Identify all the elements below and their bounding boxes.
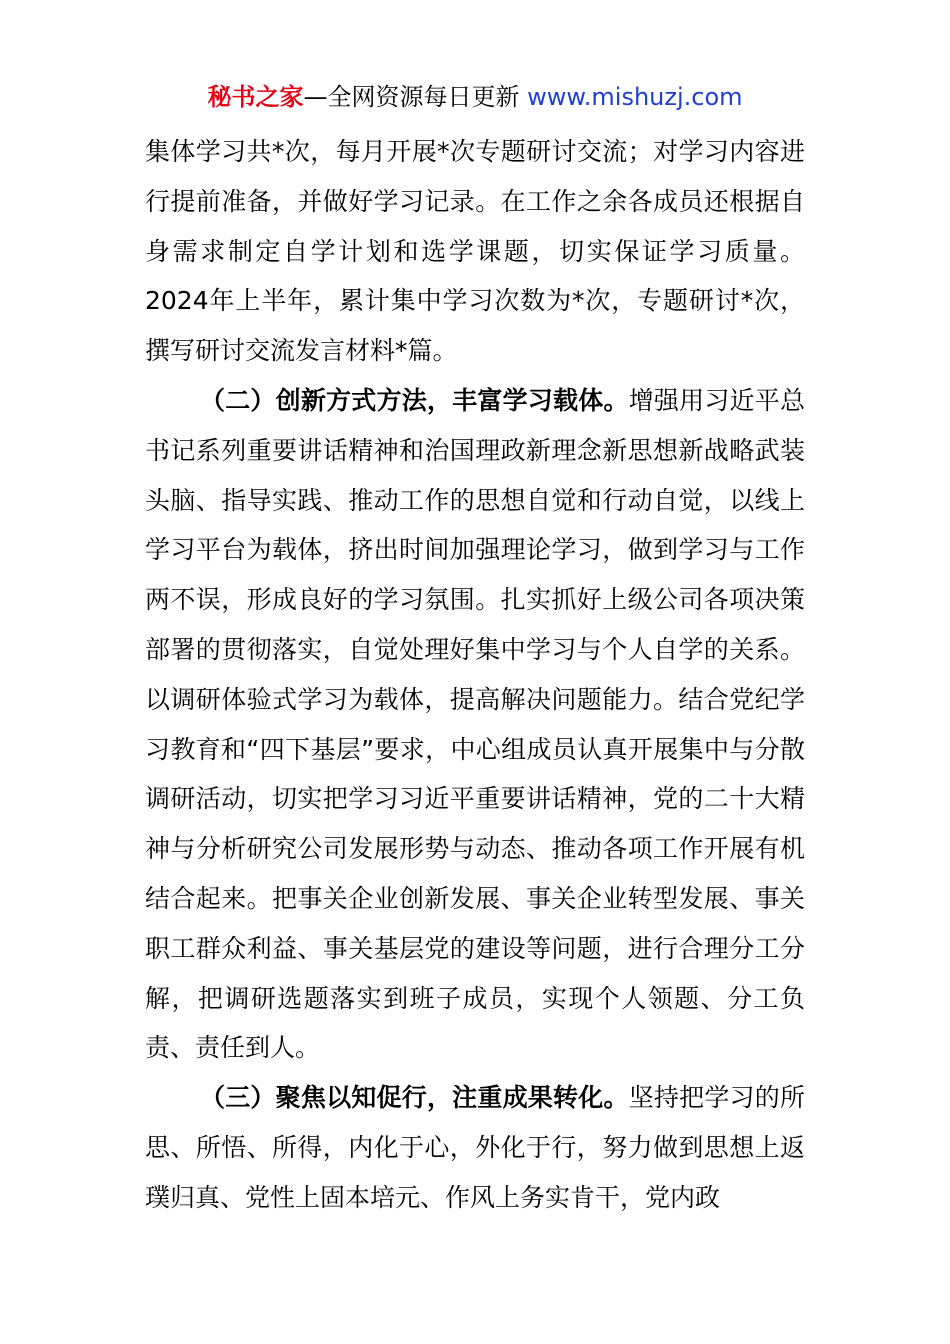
document-body xyxy=(145,127,805,1223)
paragraph-text: 增强用习近平总书记系列重要讲话精神和治国理政新理念新思想新战略武装头脑、指导实践、推动工作的思想自觉和行动自觉，以线上学习平台为载体，挤出时间加强理论学习，做到学习与工作两不误，形成良好的学习氛围。扎实抓好上级公司各项决策部署的贯彻落实，自觉处理好集中学习与个人自学的关系。以调研体验式学习为载体，提高解决问题能力。结合党纪学习教育和“四下基层”要求，中心组成员认真开展集中与分散调研活动，切实把学习习近平重要讲话精神，党的二十大精神与分析研究公司发展形势与动态、推动各项工作开展有机结合起来。把事关企业创新发展、事关企业转型发展、事关职工群众利益、事关基层党的建设等问题，进行合理分工分解，把调研选题落实到班子成员，实现个人领题、分工负责、责任到人。 xyxy=(145,385,805,1063)
paragraph-section-3 xyxy=(145,1073,805,1222)
section-heading: （二）创新方式方法，丰富学习载体。 xyxy=(200,385,629,415)
header-url[interactable]: www.mishuzj.com xyxy=(527,83,743,111)
header-tagline: —全网资源每日更新 xyxy=(303,83,528,111)
brand-name: 秘书之家 xyxy=(207,83,304,111)
section-heading: （三）聚焦以知促行，注重成果转化。 xyxy=(200,1083,629,1113)
paragraph-section-2 xyxy=(145,376,805,1073)
paragraph-text: 坚持把学习的所思、所悟、所得，内化于心，外化于行，努力做到思想上返璞归真、党性上固本培元、作风上务实肯干，党内政 xyxy=(145,1083,805,1212)
page-header xyxy=(0,80,950,114)
paragraph-continuation xyxy=(145,127,805,376)
paragraph-text: 集体学习共*次，每月开展*次专题研讨交流；对学习内容进行提前准备，并做好学习记录。在工作之余各成员还根据自身需求制定自学计划和选学课题，切实保证学习质量。2024年上半年，累计集中学习次数为*次，专题研讨*次，撰写研讨交流发言材料*篇。 xyxy=(145,137,805,366)
